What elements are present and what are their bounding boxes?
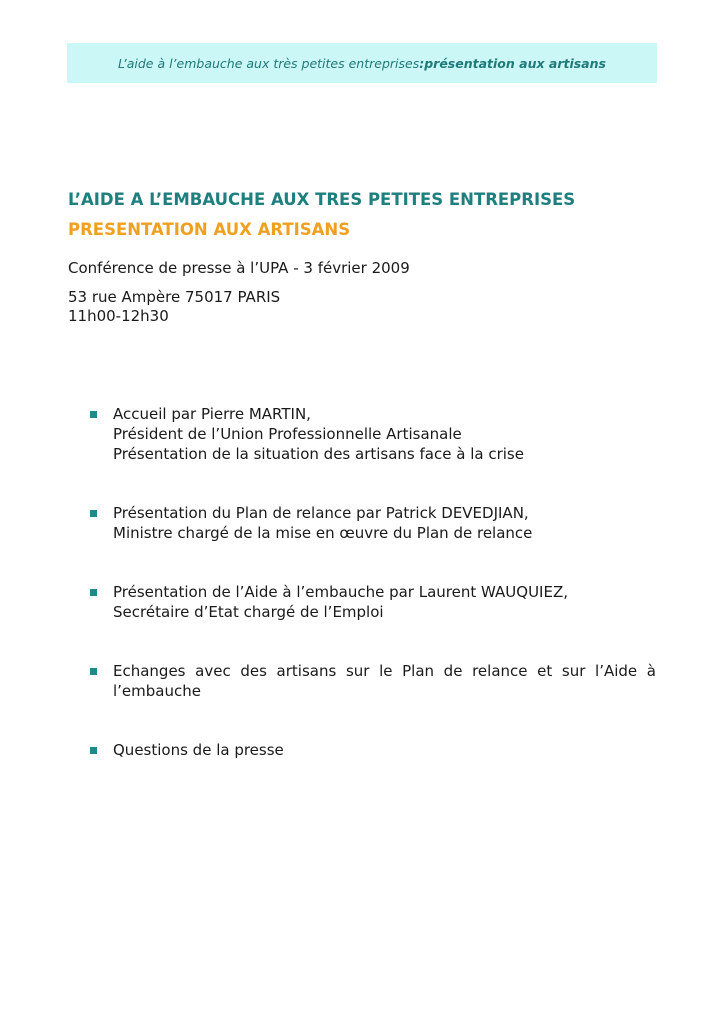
- header-banner: [67, 43, 657, 83]
- square-bullet-icon: [90, 411, 97, 418]
- square-bullet-icon: [90, 747, 97, 754]
- subtitle: PRESENTATION AUX ARTISANS: [68, 220, 351, 239]
- agenda-line: Présentation de la situation des artisans face à la crise: [113, 445, 524, 463]
- agenda-item: [90, 740, 656, 760]
- header-italic-text: L’aide à l’embauche aux très petites entreprises: [118, 55, 420, 71]
- agenda-item: [90, 582, 656, 622]
- agenda-line: Secrétaire d’Etat chargé de l’Emploi: [113, 603, 384, 621]
- agenda-item: [90, 404, 656, 464]
- agenda-text: Echanges avec des artisans sur le Plan de relance et sur l’Aide à l’embauche: [113, 662, 656, 700]
- square-bullet-icon: [90, 510, 97, 517]
- agenda-line: Président de l’Union Professionnelle Artisanale: [113, 425, 462, 443]
- agenda-line: Présentation du Plan de relance par Patrick DEVEDJIAN,: [113, 504, 529, 522]
- agenda-line: Accueil par Pierre MARTIN,: [113, 405, 311, 423]
- header-separator: :: [419, 55, 425, 71]
- header-bold-text: présentation aux artisans: [424, 55, 606, 71]
- conference-info: Conférence de presse à l’UPA - 3 février 2009: [68, 259, 410, 277]
- agenda-line: Ministre chargé de la mise en œuvre du Plan de relance: [113, 524, 533, 542]
- address-info: 53 rue Ampère 75017 PARIS: [68, 288, 281, 306]
- agenda-line: Présentation de l’Aide à l’embauche par Laurent WAUQUIEZ,: [113, 583, 568, 601]
- time-info: 11h00-12h30: [68, 307, 169, 325]
- agenda-item: [90, 661, 656, 701]
- square-bullet-icon: [90, 668, 97, 675]
- main-title: L’AIDE A L’EMBAUCHE AUX TRES PETITES ENTREPRISES: [68, 190, 576, 209]
- agenda-item: [90, 503, 656, 543]
- square-bullet-icon: [90, 589, 97, 596]
- agenda-text: Questions de la presse: [113, 741, 284, 759]
